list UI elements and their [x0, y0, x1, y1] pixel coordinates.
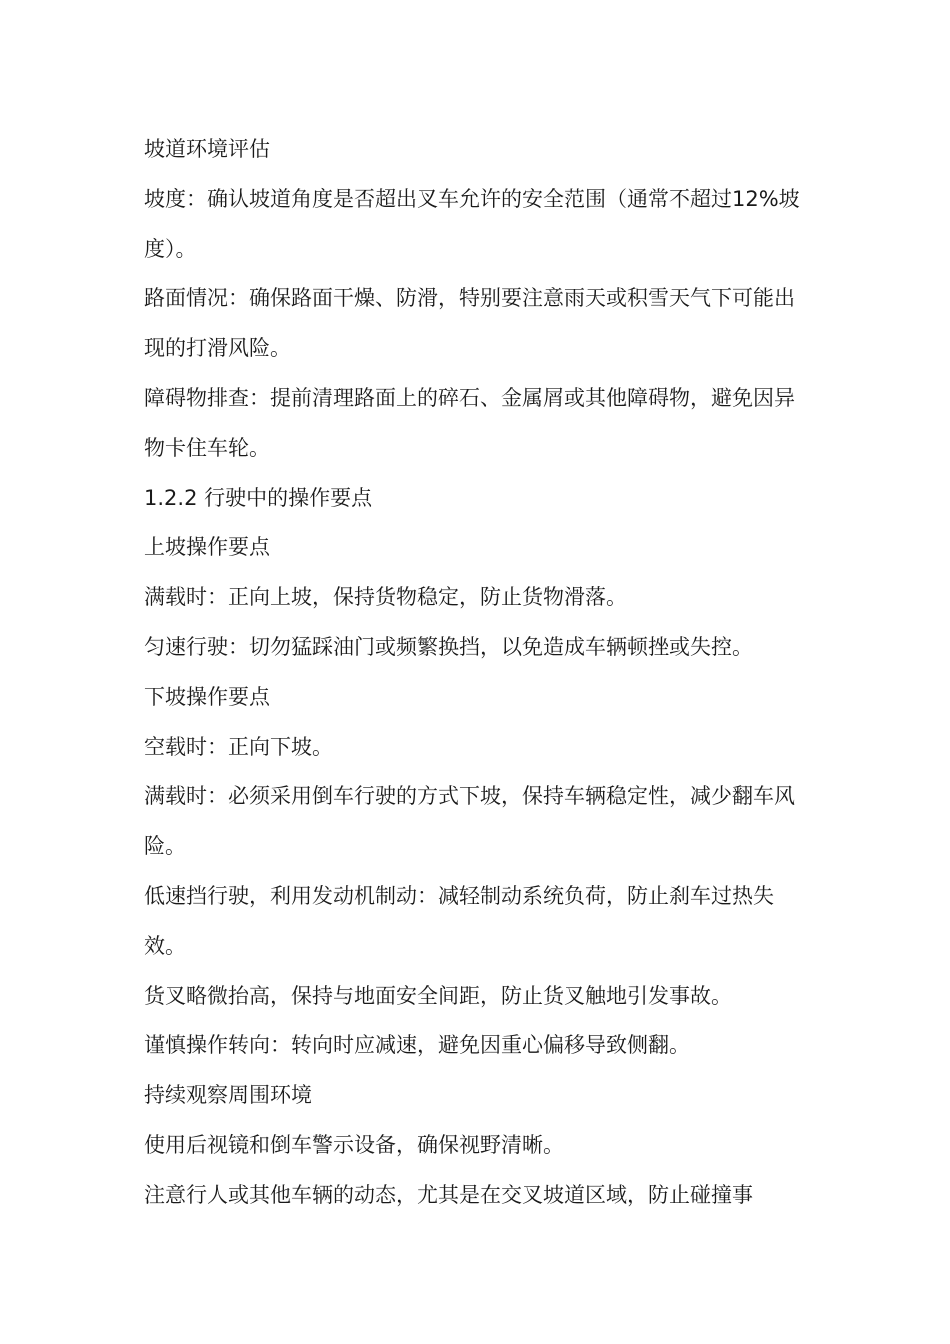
paragraph-low-gear: 低速挡行驶，利用发动机制动：减轻制动系统负荷，防止刹车过热失效。: [144, 883, 774, 958]
paragraph-careful-steering: 谨慎操作转向：转向时应减速，避免因重心偏移导致侧翻。: [144, 1033, 690, 1058]
paragraph-downhill-empty: 空载时：正向下坡。: [144, 734, 333, 759]
paragraph-fork-raise: 货叉略微抬高，保持与地面安全间距，防止货叉触地引发事故。: [144, 983, 732, 1008]
paragraph-road-condition: 路面情况：确保路面干燥、防滑，特别要注意雨天或积雪天气下可能出现的打滑风险。: [144, 286, 795, 361]
subheading-uphill: 上坡操作要点: [144, 535, 270, 560]
document-body: [144, 125, 808, 1221]
paragraph-uphill-loaded: 满载时：正向上坡，保持货物稳定，防止货物滑落。: [144, 585, 627, 610]
paragraph-downhill-loaded: 满载时：必须采用倒车行驶的方式下坡，保持车辆稳定性，减少翻车风险。: [144, 784, 795, 859]
subheading-observe-surroundings: 持续观察周围环境: [144, 1083, 312, 1108]
section-heading-slope-assessment: 坡道环境评估: [144, 137, 270, 161]
paragraph-constant-speed: 匀速行驶：切勿猛踩油门或频繁换挡，以免造成车辆顿挫或失控。: [144, 634, 753, 659]
paragraph-pedestrians: 注意行人或其他车辆的动态，尤其是在交叉坡道区域，防止碰撞事: [144, 1182, 753, 1207]
section-heading-driving-operation: 1.2.2 行驶中的操作要点: [144, 485, 373, 510]
subheading-downhill: 下坡操作要点: [144, 684, 270, 709]
paragraph-mirrors: 使用后视镜和倒车警示设备，确保视野清晰。: [144, 1132, 564, 1157]
paragraph-obstacle-check: 障碍物排查：提前清理路面上的碎石、金属屑或其他障碍物，避免因异物卡住车轮。: [144, 385, 795, 460]
paragraph-slope-grade: 坡度：确认坡道角度是否超出叉车允许的安全范围（通常不超过12%坡度）。: [144, 186, 800, 261]
